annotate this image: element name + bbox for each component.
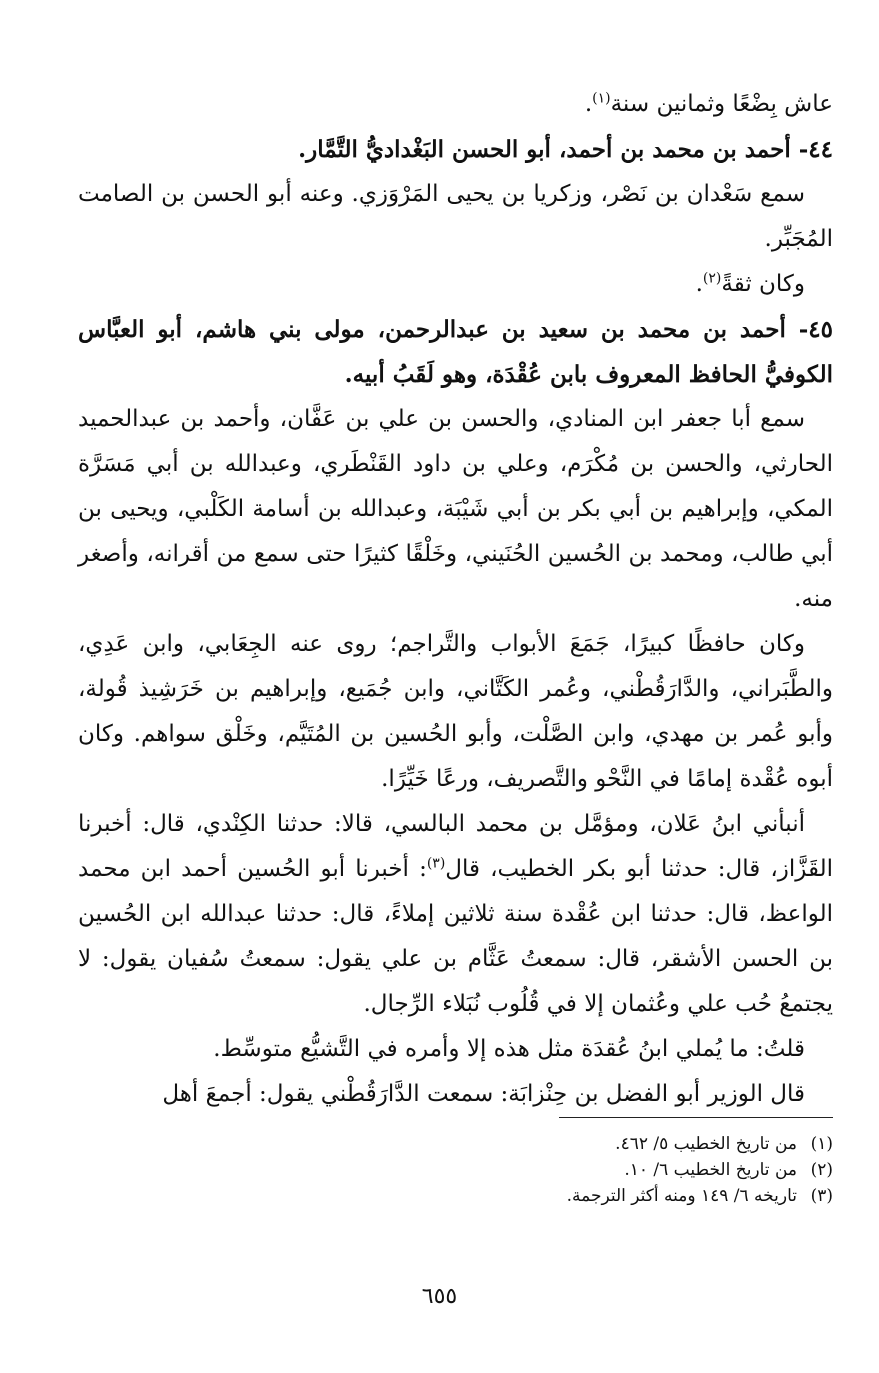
footnote-text: من تاريخ الخطيب ٦/ ١٠. [624, 1160, 797, 1180]
paragraph-text: : أخبرنا أبو الحُسين أحمد ابن محمد الواعظ، قال: حدثنا ابن عُقْدة سنة ثلاثين إملاءً، قال: حدثنا عبدالله ابن الحُسين بن الحسن الأشقر، قال: سمعتُ عَثَّام بن علي يقول: سمعتُ سُفيان يقول: لا يجتمعُ حُب علي وعُثمان إلا في قُلُوب نُبَلاء الرِّجال. [78, 856, 833, 1017]
paragraph-text: عاش بِضْعًا وثمانين سنة [610, 91, 833, 117]
paragraph: قلتُ: ما يُملي ابنُ عُقدَة مثل هذه إلا وأمره في التَّشيُّع متوسِّط. [213, 1036, 805, 1062]
footnote [233, 1131, 833, 1157]
paragraph-text: وكان ثقةً [721, 271, 805, 297]
paragraph: سمع سَعْدان بن نَصْر، وزكريا بن يحيى المَرْوَزي. وعنه أبو الحسن بن الصامت المُجَبِّر. [78, 181, 833, 252]
footnote-ref: (١) [592, 90, 611, 107]
paragraph-text: أنبأني ابنُ عَلان، ومؤمَّل بن محمد البالسي، قالا: حدثنا الكِنْدي، قال: أخبرنا القَزَّاز، قال: حدثنا أبو بكر الخطيب، قال [78, 811, 834, 882]
entry-heading-44: ٤٤- أحمد بن محمد بن أحمد، أبو الحسن البَغْداديُّ التَّمَّار. [298, 136, 833, 163]
paragraph-end: . [695, 271, 703, 297]
footnote [233, 1183, 833, 1209]
footnote [233, 1157, 833, 1183]
footnotes [233, 1131, 833, 1209]
page-number: ٦٥٥ [421, 1284, 458, 1309]
paragraph: قال الوزير أبو الفضل بن حِنْزابَة: سمعت الدَّارَقُطْني يقول: أجمعَ أهل [162, 1081, 805, 1107]
footnote-number: (٢) [810, 1160, 833, 1180]
paragraph: وكان حافظًا كبيرًا، جَمَعَ الأبواب والتَّراجم؛ روى عنه الجِعَابي، وابن عَدِي، والطَّبَراني، والدَّارَقُطْني، وعُمر الكَتَّاني، وابن جُمَيع، وإبراهيم بن خَرَشِيذ قُولة، وأبو عُمر بن مهدي، وابن الصَّلْت، وأبو الحُسين بن المُتَيَّم، وخَلْق سواهم. وكان أبوه عُقْدة إمامًا في النَّحْو والتَّصريف، ورعًا خَيِّرًا. [78, 631, 833, 792]
paragraph-end: . [584, 91, 593, 117]
entry-heading-45: ٤٥- أحمد بن محمد بن سعيد بن عبدالرحمن، مولى بني هاشم، أبو العبَّاس الكوفيُّ الحافظ المعروف بابن عُقْدَة، وهو لَقَبُ أبيه. [78, 316, 833, 388]
footnote-text: تاريخه ٦/ ١٤٩ ومنه أكثر الترجمة. [566, 1186, 797, 1206]
paragraph: سمع أبا جعفر ابن المنادي، والحسن بن علي بن عَفَّان، وأحمد بن عبدالحميد الحارثي، والحسن بن مُكْرَم، وعلي بن داود القَنْطَري، وعبدالله بن أبي مَسَرَّة المكي، وإبراهيم بن أبي بكر بن أبي شَيْبَة، وعبدالله بن أسامة الكَلْبي، ويحيى بن أبي طالب، ومحمد بن الحُسين الحُنَيني، وخَلْقًا كثيرًا حتى سمع من أقرانه، وأصغر منه. [78, 406, 833, 612]
footnote-number: (١) [810, 1134, 833, 1154]
footnote-text: من تاريخ الخطيب ٥/ ٤٦٢. [615, 1134, 797, 1154]
footnote-divider [559, 1117, 833, 1118]
paragraph [78, 262, 833, 307]
paragraph [78, 82, 833, 127]
footnote-ref: (٢) [702, 270, 722, 287]
footnote-number: (٣) [810, 1186, 833, 1206]
main-text [78, 82, 833, 1117]
footnote-ref: (٣) [426, 855, 446, 872]
paragraph [78, 802, 833, 1027]
